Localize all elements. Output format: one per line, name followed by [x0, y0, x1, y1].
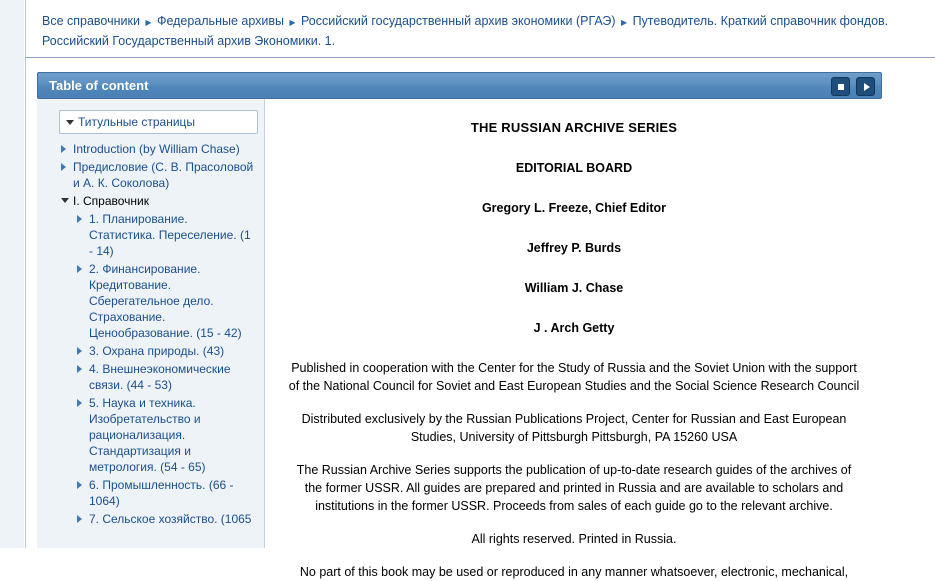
breadcrumb-item-0[interactable]: Все справочники	[42, 14, 140, 28]
chevron-right-icon	[61, 145, 66, 153]
chevron-right-icon	[77, 215, 82, 223]
toc-item-label: 7. Сельское хозяйство. (1065	[89, 512, 252, 526]
toc-item-selskoe-hozyaystvo[interactable]	[77, 510, 264, 528]
stop-button[interactable]	[831, 77, 850, 96]
breadcrumb-separator-icon	[143, 13, 153, 32]
document-board-member: J . Arch Getty	[533, 321, 615, 335]
toc-item-promyshlennost[interactable]	[77, 476, 264, 510]
toc-item-label: I. Справочник	[73, 194, 149, 208]
toc-item-spravochnik[interactable]	[61, 192, 264, 210]
toc-item-label: Предисловие (С. В. Прасоловой и А. К. Соколова)	[73, 160, 254, 190]
breadcrumb-separator-icon	[619, 13, 629, 32]
chevron-right-icon	[77, 365, 82, 373]
chevron-right-icon	[77, 399, 82, 407]
document-paragraph: Distributed exclusively by the Russian Publications Project, Center for Russian and East European Studies, University of Pittsburgh Pittsburgh, PA 15260 USA	[301, 412, 847, 444]
document-viewer[interactable]	[266, 99, 882, 579]
toc-item-label: Introduction (by William Chase)	[73, 142, 240, 156]
document-paragraph: The Russian Archive Series supports the publication of up-to-date research guides of the archives of the former USSR. All guides are prepared and printed in Russia and are available to scholars and institutions in the former USSR. Proceeds from sales of each guide go to the relevant archive.	[296, 463, 852, 513]
play-icon	[864, 83, 870, 91]
toc-item-predislovie[interactable]	[61, 158, 264, 192]
chevron-right-icon	[77, 515, 82, 523]
toc-item-nauka-i-tehnika[interactable]	[77, 394, 264, 476]
document-paragraph: All rights reserved. Printed in Russia.	[471, 532, 677, 546]
toc-item-label: 1. Планирование. Статистика. Переселение. (1 - 14)	[89, 212, 251, 258]
breadcrumb-separator-icon	[288, 13, 298, 32]
chevron-right-icon	[77, 347, 82, 355]
breadcrumb	[25, 0, 935, 58]
toc-item-vneshneekonomicheskie-svyazi[interactable]	[77, 360, 264, 394]
breadcrumb-item-1[interactable]: Федеральные архивы	[156, 14, 285, 28]
toc-item-label: 3. Охрана природы. (43)	[89, 344, 225, 358]
left-rail-fill	[0, 0, 24, 548]
toc-header-label: Титульные страницы	[78, 115, 196, 129]
document-board-member: William J. Chase	[524, 281, 624, 295]
chevron-down-icon	[61, 198, 69, 203]
left-rail	[0, 0, 26, 548]
document-paragraph: Published in cooperation with the Center for the Study of Russia and the Soviet Union with the support of the National Council for Soviet and East European Studies and the Social Science Research Council	[288, 361, 860, 393]
toc-item-label: 5. Наука и техника. Изобретательство и рационализация. Стандартизация и метрология. (54 - 65)	[89, 396, 206, 474]
content-area	[37, 99, 882, 579]
chevron-right-icon	[77, 265, 82, 273]
toc-item-ohrana-prirody[interactable]	[77, 342, 264, 360]
toc-item-finansirovanie[interactable]	[77, 260, 264, 342]
toc-item-label: 4. Внешнеэкономические связи. (44 - 53)	[89, 362, 231, 392]
document-chief-editor: Gregory L. Freeze, Chief Editor	[481, 201, 667, 215]
breadcrumb-item-2[interactable]: Российский государственный архив экономики (РГАЭ)	[300, 14, 616, 28]
stop-icon	[838, 84, 844, 90]
document-board-member: Jeffrey P. Burds	[526, 241, 622, 255]
table-of-content-bar	[37, 72, 882, 99]
document-title: THE RUSSIAN ARCHIVE SERIES	[470, 120, 678, 135]
document-subtitle: EDITORIAL BOARD	[515, 161, 633, 175]
table-of-contents-sidebar[interactable]	[37, 99, 265, 548]
toc-item-introduction[interactable]	[61, 140, 264, 158]
breadcrumb-item-3[interactable]: Путеводитель. Краткий справочник фондов. Российский Государственный архив Экономики. 1.	[42, 14, 889, 48]
document-paragraph: No part of this book may be used or reproduced in any manner whatsoever, electronic, mechanical,	[299, 565, 849, 579]
chevron-down-icon	[66, 120, 74, 125]
table-of-content-title: Table of content	[49, 78, 149, 93]
chevron-right-icon	[77, 481, 82, 489]
play-button[interactable]	[856, 77, 875, 96]
toc-item-label: 2. Финансирование. Кредитование. Сберегательное дело. Страхование. Ценообразование. (15 - 42)	[89, 262, 242, 340]
chevron-right-icon	[61, 163, 66, 171]
table-of-content-controls	[831, 77, 875, 96]
toc-header-titulnye-stranicy[interactable]	[59, 110, 258, 134]
toc-item-planirovanie[interactable]	[77, 210, 264, 260]
toc-item-label: 6. Промышленность. (66 - 1064)	[89, 478, 234, 508]
